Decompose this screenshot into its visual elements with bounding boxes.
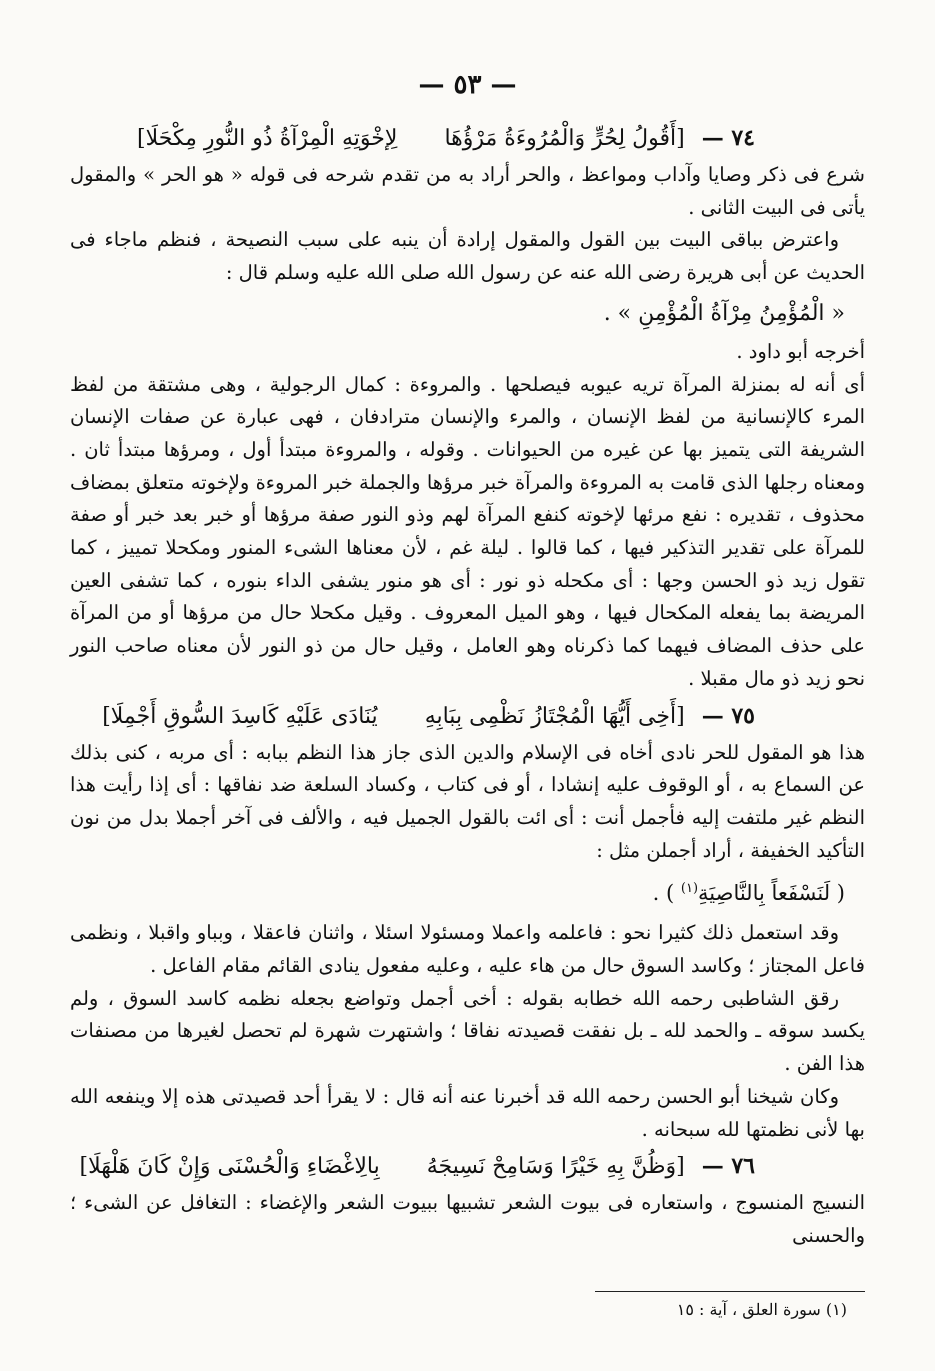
hadith-quote: « الْمُؤْمِنُ مِرْآةُ الْمُؤْمِنِ » .	[603, 300, 845, 326]
verse-hemistich-1: [أَقُولُ لِحُرٍّ وَالْمُرُوءَةُ مَرْؤُهَا	[444, 126, 685, 151]
paragraph: أخرجه أبو داود .	[736, 339, 865, 363]
verse-75	[70, 696, 865, 737]
verse-hemistich-2: بِالِاغْضَاءِ وَالْحُسْنَى وَإِنْ كَانَ هَلْهَلَا]	[79, 1154, 380, 1180]
footnote: (١) سورة العلق ، آية : ١٥	[676, 1299, 847, 1319]
paragraph: هذا هو المقول للحر نادى أخاه فى الإسلام والدين الذى جاز هذا النظم ببابه : أى مربه ، كنى بذلك عن السماع به ، أو الوقوف عليه إنشادا ، أو فى كتاب ، وكساد السلعة ضد نفاقها : أى إذا رأيت هذا النظم غير ملتفت إليه فأجمل أنت : أى ائت بالقول الجميل فيه ، والألف فى آخر أجملا بدل من نون التأكيد الخفيفة ، أراد أجملن مثل :	[70, 740, 865, 862]
quote-text: ( لَنَسْفَعاً بِالنَّاصِيَةِ	[698, 881, 845, 906]
paragraph: شرع فى ذكر وصايا وآداب ومواعظ ، والحر أراد به من تقدم شرحه فى قوله « هو الحر » والمقول يأتى فى البيت الثانى .	[70, 163, 865, 219]
verse-number: ٧٤ —	[701, 125, 755, 151]
footnote-divider	[595, 1291, 865, 1292]
paragraph: واعترض بباقى البيت بين القول والمقول إرادة أن ينبه على سبب النصيحة ، فنظم ماجاء فى الحديث عن أبى هريرة رضى الله عنه عن رسول الله صلى الله عليه وسلم قال :	[70, 228, 865, 285]
quote-end: ) .	[652, 881, 675, 906]
paragraph: النسيج المنسوج ، واستعاره فى بيوت الشعر تشبيها ببيوت الشعر والإغضاء : التغافل عن الشىء ؛ والحسنى	[70, 1191, 865, 1247]
verse-hemistich-1: [وَظُنَّ بِهِ خَيْرًا وَسَامِحْ نَسِيجَهُ	[426, 1154, 685, 1180]
verse-number: ٧٦ —	[701, 1153, 755, 1180]
verse-76	[70, 1146, 865, 1187]
quran-quote	[70, 869, 865, 913]
verse-74	[70, 118, 865, 159]
verse-hemistich-2: لِإخْوَتِهِ الْمِرْآةُ ذُو النُّورِ مِكْحَلَا]	[137, 126, 398, 151]
verse-hemistich-2: يُنَادَى عَلَيْهِ كَاسِدَ السُّوقِ أَجْمِلَا]	[102, 703, 378, 729]
verse-number: ٧٥ —	[701, 702, 755, 729]
footnote-ref: (١)	[680, 881, 699, 897]
page-number: — ٥٣ —	[418, 70, 517, 100]
paragraph: وقد استعمل ذلك كثيرا نحو : فاعلمه واعملا ومسئولا اسئلا ، واثنان فاعقلا ، وبباو واقبلا ، ونظمى فاعل المجتاز ؛ وكاسد السوق حال من هاء عليه ، وعليه مفعول ينادى القائم مقام الفاعل .	[70, 921, 865, 978]
paragraph: أى أنه له بمنزلة المرآة تريه عيوبه فيصلحها . والمروءة : كمال الرجولية ، وهى مشتقة من لفظ المرء كالإنسانية من لفظ الإنسان ، والمرء والإنسان مترادفان ، فهى عبارة عن صفات الإنسان الشريفة التى يتميز بها عن غيره من الحيوانات . وقوله ، والمروءة مبتدأ أول ، ومرؤها مبتدأ ثان . ومعناه رجلها الذى قامت به المروءة والمرآة خبر مرؤها والجملة خبر المروءة ولإخوته متعلق بمضاف محذوف ، تقديره : نفع مرئها لإخوته كنفع المرآة لهم وذو النور صفة مرؤها أو خبر بعد خبر أو صفة للمرآة على تقدير التذكير فيها ، كما قالوا . ليلة غم ، لأن معناها الشىء المنور ومكحلا تمييز ، كما تقول زيد ذو الحسن وجها : أى مكحله ذو نور : أى هو منور يشفى الداء بنوره ، كما تشفى العين المريضة بما يفعله المكحال فيها ، وهو الميل المعروف . وقيل مكحلا حال من مرؤها أو من المرآة على حذف المضاف فيهما كما ذكرناه وهو العامل ، وقيل حال من ذو النور لأن معناه صاحب النور نحو زيد ذو مال مقبلا .	[70, 372, 865, 690]
verse-hemistich-1: [أَخِى أَيُّهَا الْمُجْتَازُ نَظْمِى بِبَابِهِ	[424, 703, 685, 729]
paragraph: وكان شيخنا أبو الحسن رحمه الله قد أخبرنا عنه أنه قال : لا يقرأ أحد قصيدتى هذه إلا وينفعه الله بها لأنى نظمتها لله سبحانه .	[70, 1084, 865, 1141]
paragraph: رقق الشاطبى رحمه الله خطابه بقوله : أخى أجمل وتواضع بجعله نظمه كاسد السوق ، ولم يكسد سوقه ـ والحمد لله ـ بل نفقت قصيدته نفاقا ؛ واشتهرت شهرة لم تحصل لغيرها من مصنفات هذا الفن .	[70, 986, 865, 1076]
